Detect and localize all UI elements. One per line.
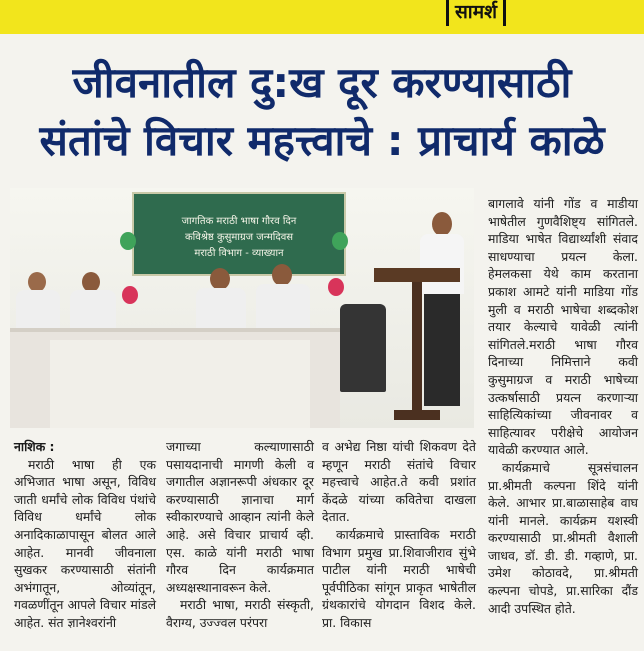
balloon-red-left [122,286,138,304]
column-2-paragraph-1: जगाच्या कल्याणासाठी पसायदानाची मागणी केली व जगातील अज्ञानरूपी अंधकार दूर करण्यासाठी ज्ञानाचा मार्ग स्वीकारण्याचे आव्हान त्यांनी केले आहे. असे विचार प्राचार्य व्ही. एस. काळे यांनी मराठी भाषा गौरव दिन कार्यक्रमात अध्यक्षस्थानावरून केले. [166,439,314,595]
column-4-paragraph-2: कार्यक्रमाचे सूत्रसंचालन प्रा.श्रीमती कल्पना शिंदे यांनी केले. आभार प्रा.बाळासाहेब वाघ यांनी मानले. कार्यक्रम यशस्वी करण्यासाठी प्रा.श्रीमती वैशाली जाधव, डॉ. डी. डी. गव्हाणे, प्रा. उमेश कोठावदे, प्रा.श्रीमती कल्पना चोपडे, प्रा.सारिका दौंड आदी उपस्थित होते. [488,459,638,616]
section-tag: सामर्श [446,0,506,26]
event-photo [10,188,474,428]
column-1-text: मराठी भाषा ही एक अभिजात भाषा असून, विविध जाती धर्मांचे लोक विविध पंथांचे विविध धर्मांचे लोक अनादिकाळापासून बोलत आले आहेत. मानवी जीवनाला सुखकर करण्यासाठी संतांनी अभंगातून, ओव्यांतून, गवळणींतून आपले विचार मांडले आहेत. संत ज्ञानेश्वरांनी [14,456,156,630]
podium-stand [412,282,422,412]
balloon-green-left [120,232,136,250]
table-front-panel [50,340,310,428]
column-3-paragraph-1: व अभेद्य निष्ठा यांची शिकवण देते म्हणून मराठी संतांचे विचार महत्त्वाचे आहेत.ते कवी प्रशांत केंदळे यांच्या कवितेचा दाखला देतात. [322,439,476,525]
dateline: नाशिक : [14,439,55,454]
balloon-red-right [328,278,344,296]
headline [0,54,644,170]
headline-line-1: जीवनातील दु:ख दूर करण्यासाठी [72,58,572,107]
article-column-3 [322,438,476,632]
chair [340,304,386,392]
article-column-1 [14,438,156,632]
balloon-green-right [332,232,348,250]
banner-line-1: जागतिक मराठी भाषा गौरव दिन [181,216,297,227]
banner-line-3: मराठी विभाग - व्याख्यान [194,248,284,259]
column-2-paragraph-2: मराठी भाषा, मराठी संस्कृती, वैराग्य, उज्ज्वल परंपरा [166,597,314,630]
stage-banner [132,192,346,276]
banner-line-2: कविश्रेष्ठ कुसुमाग्रज जन्मदिवस [184,232,294,243]
top-color-bar [0,0,644,34]
podium-top [374,268,460,282]
podium-base [394,410,440,420]
headline-line-2: संतांचे विचार महत्त्वाचे : प्राचार्य काळे [39,116,605,165]
column-4-paragraph-1: बागलावे यांनी गोंड व माडीया भाषेतील गुणवैशिष्ट्य सांगितले. माडिया भाषेत विद्यार्थ्यांशी संवाद साधण्याचा प्रयत्न केला. हेमलकसा येथे काम करताना प्रकाश आमटे यांनी माडिया गोंड मुली व मराठी भाषेचा शब्दकोश तयार केल्याचे यावेळी त्यांनी सांगितले.मराठी भाषा गौरव दिनाच्या निमित्ताने कवी कुसुमाग्रज व मराठी भाषेच्या उत्कर्षासाठी प्रयत्न करणाऱ्या साहित्यिकांच्या जीवनावर व साहित्यावर परीक्षेचे आयोजन यावेळी करण्यात आले. [488,196,638,458]
article-column-4 [488,195,638,617]
article-column-2 [166,438,314,632]
column-3-paragraph-2: कार्यक्रमाचे प्रास्ताविक मराठी विभाग प्रमुख प्रा.शिवाजीराव सुंभे पाटील यांनी मराठी भाषेची पूर्वपीठिका सांगून प्राकृत भाषेतील ग्रंथकारांचे योगदान विशद केले. प्रा. विकास [322,526,476,630]
